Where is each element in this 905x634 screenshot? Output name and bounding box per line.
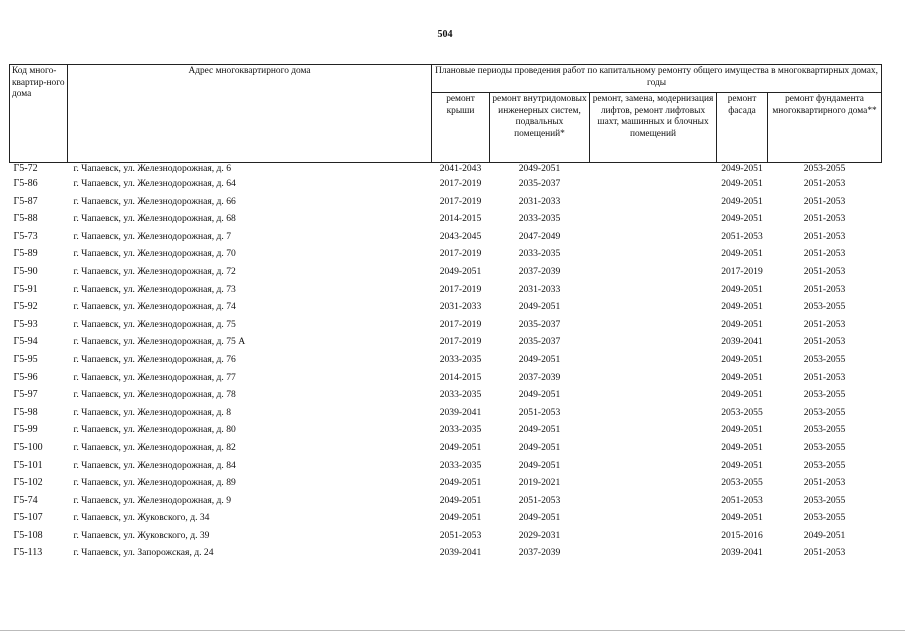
cell-foundation: 2053-2055 (803, 441, 846, 453)
cell-roof: 2017-2019 (439, 336, 482, 348)
cell-address: г. Чапаевск, ул. Железнодорожная, д. 78 (73, 389, 236, 401)
cell-facade: 2049-2051 (721, 441, 763, 453)
cell-address: г. Чапаевск, ул. Железнодорожная, д. 89 (73, 477, 236, 489)
cell-facade: 2051-2053 (721, 494, 763, 506)
cell-facade: 2039-2041 (721, 336, 763, 348)
cell-foundation: 2053-2055 (803, 459, 846, 471)
table-row (10, 245, 882, 263)
cell-systems: 2049-2051 (518, 512, 561, 524)
table-row (10, 509, 882, 527)
cell-elevators (590, 474, 717, 492)
cell-facade: 2049-2051 (721, 195, 763, 207)
cell-roof: 2017-2019 (439, 318, 482, 330)
cell-code: Г5-108 (13, 529, 43, 541)
cell-address: г. Чапаевск, ул. Железнодорожная, д. 84 (73, 459, 236, 471)
cell-systems: 2019-2021 (518, 477, 561, 489)
cell-address: г. Чапаевск, ул. Железнодорожная, д. 70 (73, 248, 236, 260)
cell-code: Г5-102 (13, 477, 43, 489)
cell-facade: 2049-2051 (721, 512, 763, 524)
table-row (10, 421, 882, 439)
table-row (10, 228, 882, 246)
cell-address: г. Чапаевск, ул. Железнодорожная, д. 80 (73, 424, 236, 436)
cell-foundation: 2053-2055 (803, 512, 846, 524)
cell-elevators (590, 228, 717, 246)
cell-elevators (590, 298, 717, 316)
table-row (10, 492, 882, 510)
cell-facade: 2049-2051 (721, 301, 763, 313)
cell-foundation: 2051-2053 (803, 371, 846, 383)
header-foundation: ремонт фундамента многоквартирного дома** (768, 93, 882, 163)
cell-code: Г5-72 (13, 163, 38, 174)
cell-elevators (590, 175, 717, 193)
cell-code: Г5-91 (13, 283, 38, 295)
table-row (10, 298, 882, 316)
cell-systems: 2049-2051 (518, 424, 561, 436)
cell-facade: 2049-2051 (721, 213, 763, 225)
cell-roof: 2049-2051 (439, 441, 482, 453)
cell-address: г. Чапаевск, ул. Железнодорожная, д. 7 (73, 230, 232, 242)
cell-elevators (590, 281, 717, 299)
cell-address: г. Чапаевск, ул. Железнодорожная, д. 9 (73, 494, 232, 506)
cell-foundation: 2053-2055 (803, 163, 846, 174)
cell-roof: 2017-2019 (439, 283, 482, 295)
cell-address: г. Чапаевск, ул. Железнодорожная, д. 64 (73, 178, 236, 189)
cell-systems: 2049-2051 (518, 163, 561, 174)
cell-address: г. Чапаевск, ул. Железнодорожная, д. 76 (73, 353, 236, 365)
table-row (10, 457, 882, 475)
cell-facade: 2049-2051 (721, 353, 763, 365)
cell-facade: 2049-2051 (721, 424, 763, 436)
cell-roof: 2049-2051 (439, 512, 482, 524)
header-roof: ремонт крыши (432, 93, 490, 163)
cell-code: Г5-95 (13, 353, 38, 365)
cell-code: Г5-90 (13, 265, 38, 277)
cell-elevators (590, 527, 717, 545)
table-row (10, 527, 882, 545)
cell-code: Г5-74 (13, 494, 38, 506)
cell-address: г. Чапаевск, ул. Запорожская, д. 24 (73, 547, 214, 559)
cell-systems: 2035-2037 (518, 318, 561, 330)
cell-elevators (590, 263, 717, 281)
cell-code: Г5-94 (13, 336, 38, 348)
table-row (10, 316, 882, 334)
cell-elevators (590, 509, 717, 527)
cell-address: г. Чапаевск, ул. Железнодорожная, д. 6 (73, 163, 232, 174)
cell-elevators (590, 457, 717, 475)
cell-address: г. Чапаевск, ул. Железнодорожная, д. 73 (73, 283, 236, 295)
cell-code: Г5-96 (13, 371, 38, 383)
cell-foundation: 2053-2055 (803, 353, 846, 365)
cell-code: Г5-100 (13, 441, 43, 453)
table-row (10, 404, 882, 422)
table-row (10, 175, 882, 193)
table-row (10, 193, 882, 211)
cell-roof: 2041-2043 (439, 163, 482, 174)
cell-systems: 2029-2031 (518, 529, 561, 541)
cell-foundation: 2051-2053 (803, 547, 846, 559)
table-row (10, 369, 882, 387)
cell-roof: 2049-2051 (439, 477, 482, 489)
cell-facade: 2049-2051 (721, 318, 763, 330)
cell-elevators (590, 439, 717, 457)
page-number: 504 (437, 29, 453, 40)
cell-systems: 2037-2039 (518, 265, 561, 277)
table-row (10, 163, 882, 176)
cell-systems: 2049-2051 (518, 389, 561, 401)
cell-systems: 2049-2051 (518, 353, 561, 365)
cell-elevators (590, 351, 717, 369)
cell-systems: 2047-2049 (518, 230, 561, 242)
cell-foundation: 2049-2051 (803, 529, 846, 541)
table-row (10, 333, 882, 351)
cell-roof: 2043-2045 (439, 230, 482, 242)
cell-code: Г5-89 (13, 248, 38, 260)
header-code: Код много-квартир-ного дома (10, 65, 68, 163)
cell-facade: 2049-2051 (721, 459, 763, 471)
cell-roof: 2033-2035 (439, 353, 482, 365)
cell-facade: 2051-2053 (721, 230, 763, 242)
cell-systems: 2051-2053 (518, 494, 561, 506)
cell-code: Г5-107 (13, 512, 43, 524)
cell-roof: 2039-2041 (439, 547, 482, 559)
header-periods-group: Плановые периоды проведения работ по капитальному ремонту общего имущества в многоквартирных домах, годы (432, 65, 882, 93)
cell-systems: 2035-2037 (518, 178, 561, 189)
cell-foundation: 2051-2053 (803, 318, 846, 330)
cell-systems: 2049-2051 (518, 441, 561, 453)
cell-address: г. Чапаевск, ул. Железнодорожная, д. 74 (73, 301, 236, 313)
cell-code: Г5-92 (13, 301, 38, 313)
cell-foundation: 2051-2053 (803, 230, 846, 242)
cell-elevators (590, 316, 717, 334)
cell-roof: 2014-2015 (439, 213, 482, 225)
cell-systems: 2051-2053 (518, 406, 561, 418)
cell-foundation: 2051-2053 (803, 213, 846, 225)
cell-systems: 2037-2039 (518, 371, 561, 383)
page-bottom-rule (0, 630, 905, 631)
cell-address: г. Чапаевск, ул. Железнодорожная, д. 66 (73, 195, 236, 207)
capital-repair-table (9, 64, 882, 562)
cell-foundation: 2051-2053 (803, 336, 846, 348)
cell-facade: 2049-2051 (721, 283, 763, 295)
cell-facade: 2049-2051 (721, 371, 763, 383)
cell-address: г. Чапаевск, ул. Железнодорожная, д. 72 (73, 265, 236, 277)
cell-systems: 2037-2039 (518, 547, 561, 559)
cell-foundation: 2051-2053 (803, 248, 846, 260)
cell-elevators (590, 404, 717, 422)
cell-facade: 2049-2051 (721, 389, 763, 401)
cell-systems: 2035-2037 (518, 336, 561, 348)
cell-address: г. Чапаевск, ул. Железнодорожная, д. 75 А (73, 336, 246, 348)
cell-foundation: 2053-2055 (803, 301, 846, 313)
header-facade: ремонт фасада (717, 93, 768, 163)
cell-facade: 2053-2055 (721, 406, 763, 418)
cell-code: Г5-86 (13, 178, 38, 189)
header-systems: ремонт внутридомовых инженерных систем, подвальных помещений* (490, 93, 590, 163)
cell-address: г. Чапаевск, ул. Жуковского, д. 39 (73, 529, 210, 541)
cell-elevators (590, 421, 717, 439)
cell-address: г. Чапаевск, ул. Железнодорожная, д. 82 (73, 441, 236, 453)
cell-roof: 2033-2035 (439, 424, 482, 436)
cell-elevators (590, 163, 717, 176)
cell-foundation: 2051-2053 (803, 477, 846, 489)
table-row (10, 439, 882, 457)
cell-foundation: 2051-2053 (803, 283, 846, 295)
table-row (10, 386, 882, 404)
cell-roof: 2017-2019 (439, 178, 482, 189)
cell-roof: 2033-2035 (439, 459, 482, 471)
cell-roof: 2051-2053 (439, 529, 482, 541)
cell-facade: 2049-2051 (721, 248, 763, 260)
cell-systems: 2031-2033 (518, 195, 561, 207)
cell-elevators (590, 369, 717, 387)
cell-roof: 2031-2033 (439, 301, 482, 313)
cell-systems: 2031-2033 (518, 283, 561, 295)
header-elevators: ремонт, замена, модернизация лифтов, ремонт лифтовых шахт, машинных и блочных помещений (590, 93, 717, 163)
cell-elevators (590, 386, 717, 404)
cell-roof: 2017-2019 (439, 195, 482, 207)
cell-address: г. Чапаевск, ул. Железнодорожная, д. 77 (73, 371, 236, 383)
cell-facade: 2017-2019 (721, 265, 763, 277)
header-address: Адрес многоквартирного дома (68, 65, 432, 163)
cell-foundation: 2051-2053 (803, 265, 846, 277)
cell-code: Г5-73 (13, 230, 38, 242)
table-row (10, 474, 882, 492)
cell-systems: 2049-2051 (518, 459, 561, 471)
cell-roof: 2017-2019 (439, 248, 482, 260)
cell-code: Г5-99 (13, 424, 38, 436)
cell-code: Г5-88 (13, 213, 38, 225)
table-body (10, 163, 882, 563)
cell-facade: 2049-2051 (721, 178, 763, 189)
table-row (10, 544, 882, 562)
cell-roof: 2049-2051 (439, 494, 482, 506)
cell-foundation: 2051-2053 (803, 178, 846, 189)
cell-roof: 2039-2041 (439, 406, 482, 418)
cell-code: Г5-97 (13, 389, 38, 401)
cell-facade: 2053-2055 (721, 477, 763, 489)
cell-roof: 2033-2035 (439, 389, 482, 401)
table-row (10, 210, 882, 228)
cell-facade: 2039-2041 (721, 547, 763, 559)
cell-address: г. Чапаевск, ул. Железнодорожная, д. 68 (73, 213, 236, 225)
cell-address: г. Чапаевск, ул. Железнодорожная, д. 75 (73, 318, 236, 330)
cell-address: г. Чапаевск, ул. Железнодорожная, д. 8 (73, 406, 232, 418)
cell-foundation: 2053-2055 (803, 494, 846, 506)
cell-facade: 2049-2051 (721, 163, 763, 174)
cell-systems: 2033-2035 (518, 248, 561, 260)
cell-elevators (590, 333, 717, 351)
cell-elevators (590, 544, 717, 562)
cell-elevators (590, 492, 717, 510)
cell-roof: 2049-2051 (439, 265, 482, 277)
cell-elevators (590, 210, 717, 228)
cell-foundation: 2053-2055 (803, 406, 846, 418)
table-row (10, 351, 882, 369)
table-row (10, 263, 882, 281)
cell-roof: 2014-2015 (439, 371, 482, 383)
cell-facade: 2015-2016 (721, 529, 763, 541)
table-row (10, 281, 882, 299)
cell-systems: 2033-2035 (518, 213, 561, 225)
cell-systems: 2049-2051 (518, 301, 561, 313)
cell-elevators (590, 245, 717, 263)
cell-code: Г5-113 (13, 547, 43, 559)
cell-address: г. Чапаевск, ул. Жуковского, д. 34 (73, 512, 210, 524)
cell-foundation: 2051-2053 (803, 195, 846, 207)
cell-code: Г5-87 (13, 195, 38, 207)
cell-code: Г5-93 (13, 318, 38, 330)
cell-code: Г5-101 (13, 459, 43, 471)
cell-code: Г5-98 (13, 406, 38, 418)
cell-elevators (590, 193, 717, 211)
cell-foundation: 2053-2055 (803, 389, 846, 401)
cell-foundation: 2053-2055 (803, 424, 846, 436)
